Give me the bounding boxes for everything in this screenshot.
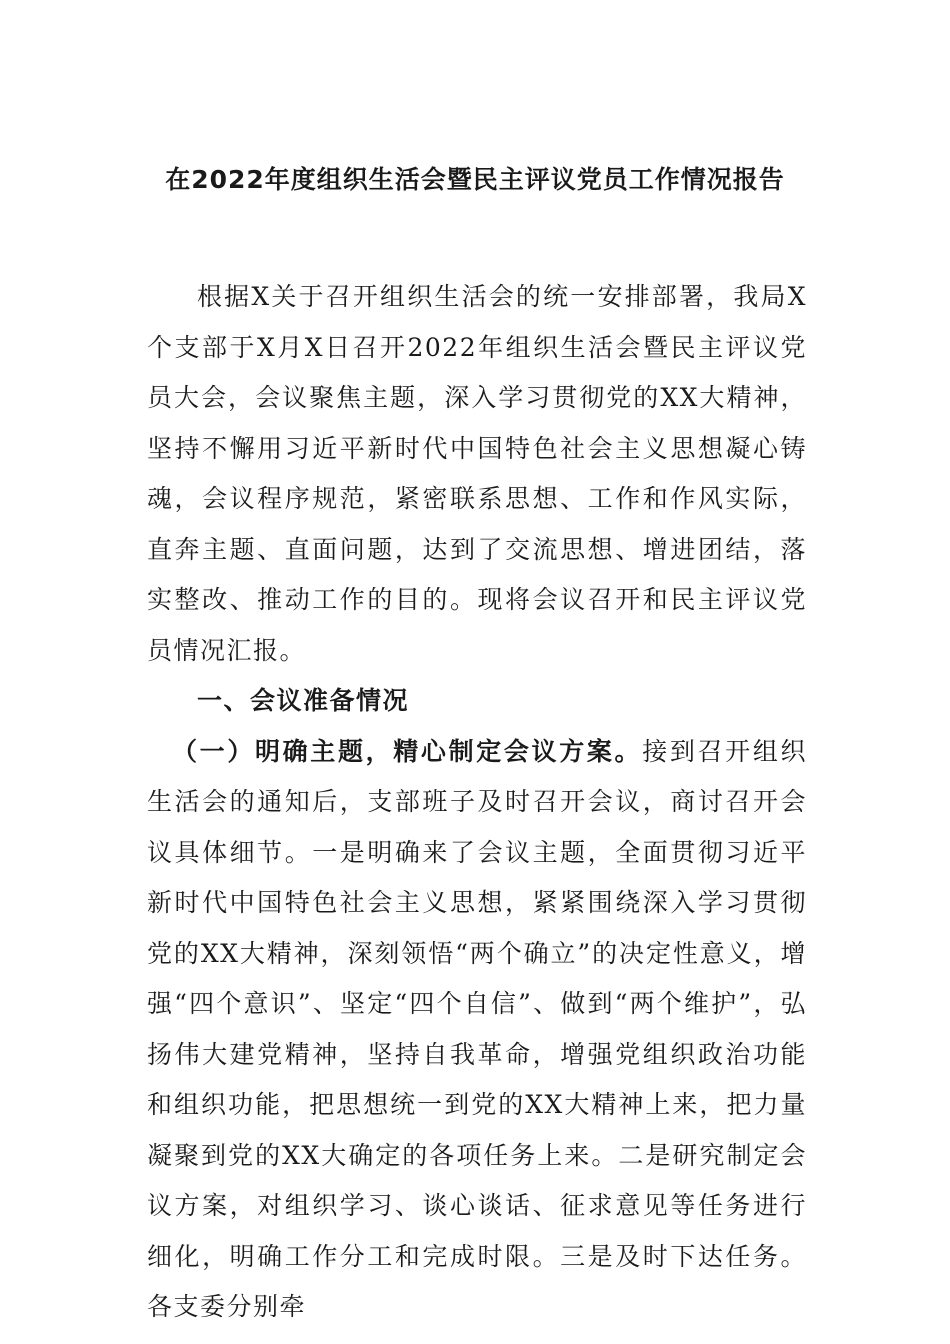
section-heading: 一、会议准备情况 — [197, 686, 410, 715]
subsection-heading: （一）明确主题，精心制定会议方案。 — [172, 736, 643, 766]
intro-paragraph: 根据X关于召开组织生活会的统一安排部署，我局X个支部于X月X日召开2022年组织生活会暨民主评议党员大会，会议聚焦主题，深入学习贯彻党的XX大精神，坚持不懈用习近平新时代中国特色社会主义思想凝心铸魂，会议程序规范，紧密联系思想、工作和作风实际，直奔主题、直面问题，达到了交流思想、增进团结，落实整改、推动工作的目的。现将会议召开和民主评议党员情况汇报。 — [147, 282, 807, 665]
document-title: 在2022年度组织生活会暨民主评议党员工作情况报告 — [165, 165, 785, 194]
subsection-body: 接到召开组织生活会的通知后，支部班子及时召开会议，商讨召开会议具体细节。一是明确来了会议主题，全面贯彻习近平新时代中国特色社会主义思想，紧紧围绕深入学习贯彻党的XX大精神，深刻领悟“两个确立”的决定性意义，增强“四个意识”、坚定“四个自信”、做到“两个维护”，弘扬伟大建党精神，坚持自我革命，增强党组织政治功能和组织功能，把思想统一到党的XX大精神上来，把力量凝聚到党的XX大确定的各项任务上来。二是研究制定会议方案，对组织学习、谈心谈话、征求意见等任务进行细化，明确工作分工和完成时限。三是及时下达任务。各支委分别牵 — [147, 736, 807, 1321]
subsection-paragraph — [147, 727, 807, 1333]
document-body — [147, 272, 807, 1333]
